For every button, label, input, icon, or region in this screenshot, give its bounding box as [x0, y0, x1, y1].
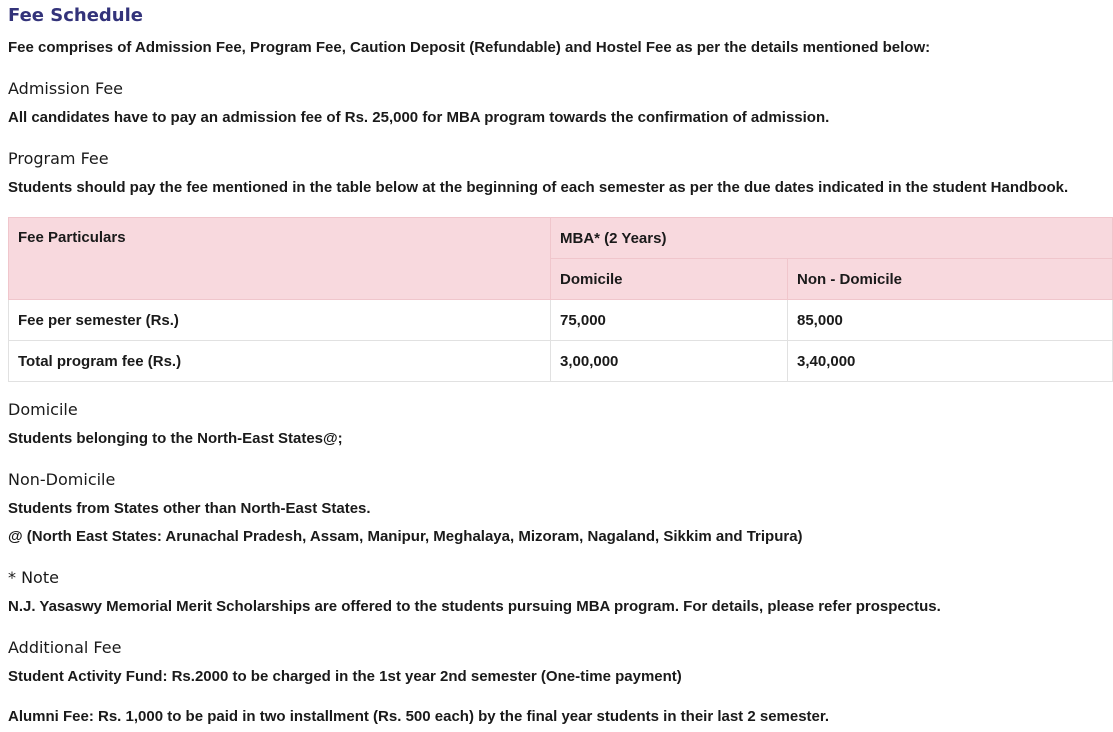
- note-text: N.J. Yasaswy Memorial Merit Scholarships are offered to the students pursuing MBA program. For details, please refer prospectus.: [8, 598, 941, 615]
- non-domicile-heading: Non-Domicile: [8, 470, 116, 489]
- domicile-text: Students belonging to the North-East States@;: [8, 430, 343, 447]
- note-heading: * Note: [8, 568, 59, 587]
- domicile-heading: Domicile: [8, 400, 78, 419]
- table-row: [9, 341, 1113, 382]
- row-label: Total program fee (Rs.): [9, 341, 551, 382]
- program-fee-heading: Program Fee: [8, 149, 109, 168]
- header-non-domicile: Non - Domicile: [788, 259, 1113, 300]
- alumni-fee-text: Alumni Fee: Rs. 1,000 to be paid in two installment (Rs. 500 each) by the final year students in their last 2 semester.: [8, 708, 830, 725]
- admission-fee-text: All candidates have to pay an admission fee of Rs. 25,000 for MBA program towards the confirmation of admission.: [8, 109, 830, 126]
- program-fee-text: Students should pay the fee mentioned in the table below at the beginning of each semester as per the due dates indicated in the student Handbook.: [8, 179, 1069, 196]
- non-domicile-text: Students from States other than North-East States.: [8, 500, 371, 517]
- fee-table: [8, 217, 1113, 382]
- admission-fee-heading: Admission Fee: [8, 79, 123, 98]
- table-header-row: [9, 218, 1113, 259]
- row-domicile-value: 75,000: [551, 300, 788, 341]
- table-row: [9, 300, 1113, 341]
- row-domicile-value: 3,00,000: [551, 341, 788, 382]
- intro-text: Fee comprises of Admission Fee, Program Fee, Caution Deposit (Refundable) and Hostel Fee as per the details mentioned below:: [8, 39, 931, 56]
- row-non-domicile-value: 3,40,000: [788, 341, 1113, 382]
- additional-fee-heading: Additional Fee: [8, 638, 122, 657]
- student-activity-fund-text: Student Activity Fund: Rs.2000 to be charged in the 1st year 2nd semester (One-time payment): [8, 668, 682, 685]
- row-non-domicile-value: 85,000: [788, 300, 1113, 341]
- header-fee-particulars: Fee Particulars: [9, 218, 551, 300]
- row-label: Fee per semester (Rs.): [9, 300, 551, 341]
- header-domicile: Domicile: [551, 259, 788, 300]
- page-title: Fee Schedule: [8, 5, 143, 26]
- header-program: MBA* (2 Years): [551, 218, 1113, 259]
- north-east-states-note: @ (North East States: Arunachal Pradesh, Assam, Manipur, Meghalaya, Mizoram, Nagaland, Sikkim and Tripura): [8, 528, 803, 545]
